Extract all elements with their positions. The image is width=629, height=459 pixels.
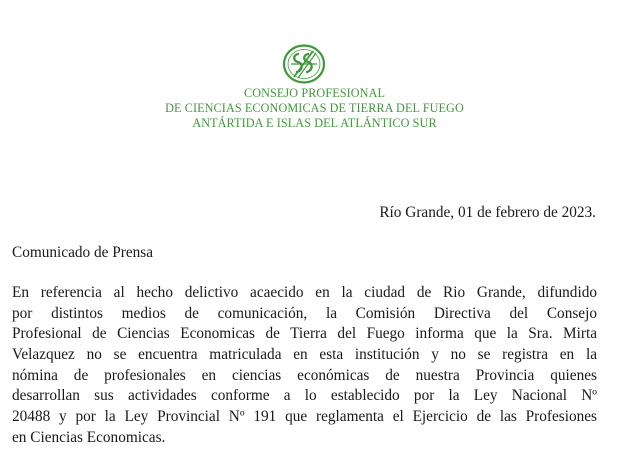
body-line: por distintos medios de comunicación, la Comisión Directiva del Consejo [12,304,597,322]
body-line: 20488 y por la Ley Provincial Nº 191 que reglamenta el Ejercicio de las Profesiones [12,408,597,426]
letter-body [12,283,597,449]
body-line: desarrollan sus actividades conforme a lo establecido por la Ley Nacional Nº [12,387,597,405]
letterhead-line-3: ANTÁRTIDA E ISLAS DEL ATLÁNTICO SUR [192,116,437,130]
letterhead-line-1: CONSEJO PROFESIONAL [243,86,386,100]
letter-subject: Comunicado de Prensa [12,244,154,261]
body-line: nómina de profesionales en ciencias económicas de nuestra Provincia quienes [12,366,597,384]
monogram-seal-icon [282,44,326,84]
body-line: en Ciencias Economicas. [12,428,166,446]
letterhead-line-2: DE CIENCIAS ECONOMICAS DE TIERRA DEL FUEGO [165,101,464,115]
body-line: En referencia al hecho delictivo acaecido en la ciudad de Rio Grande, difundido [12,284,597,301]
letter-date: Río Grande, 01 de febrero de 2023. [379,204,596,221]
body-line: Velazquez no se encuentra matriculada en esta institución y no se registra en la [12,346,597,364]
body-line: Profesional de Ciencias Economicas de Tierra del Fuego informa que la Sra. Mirta [12,325,597,343]
